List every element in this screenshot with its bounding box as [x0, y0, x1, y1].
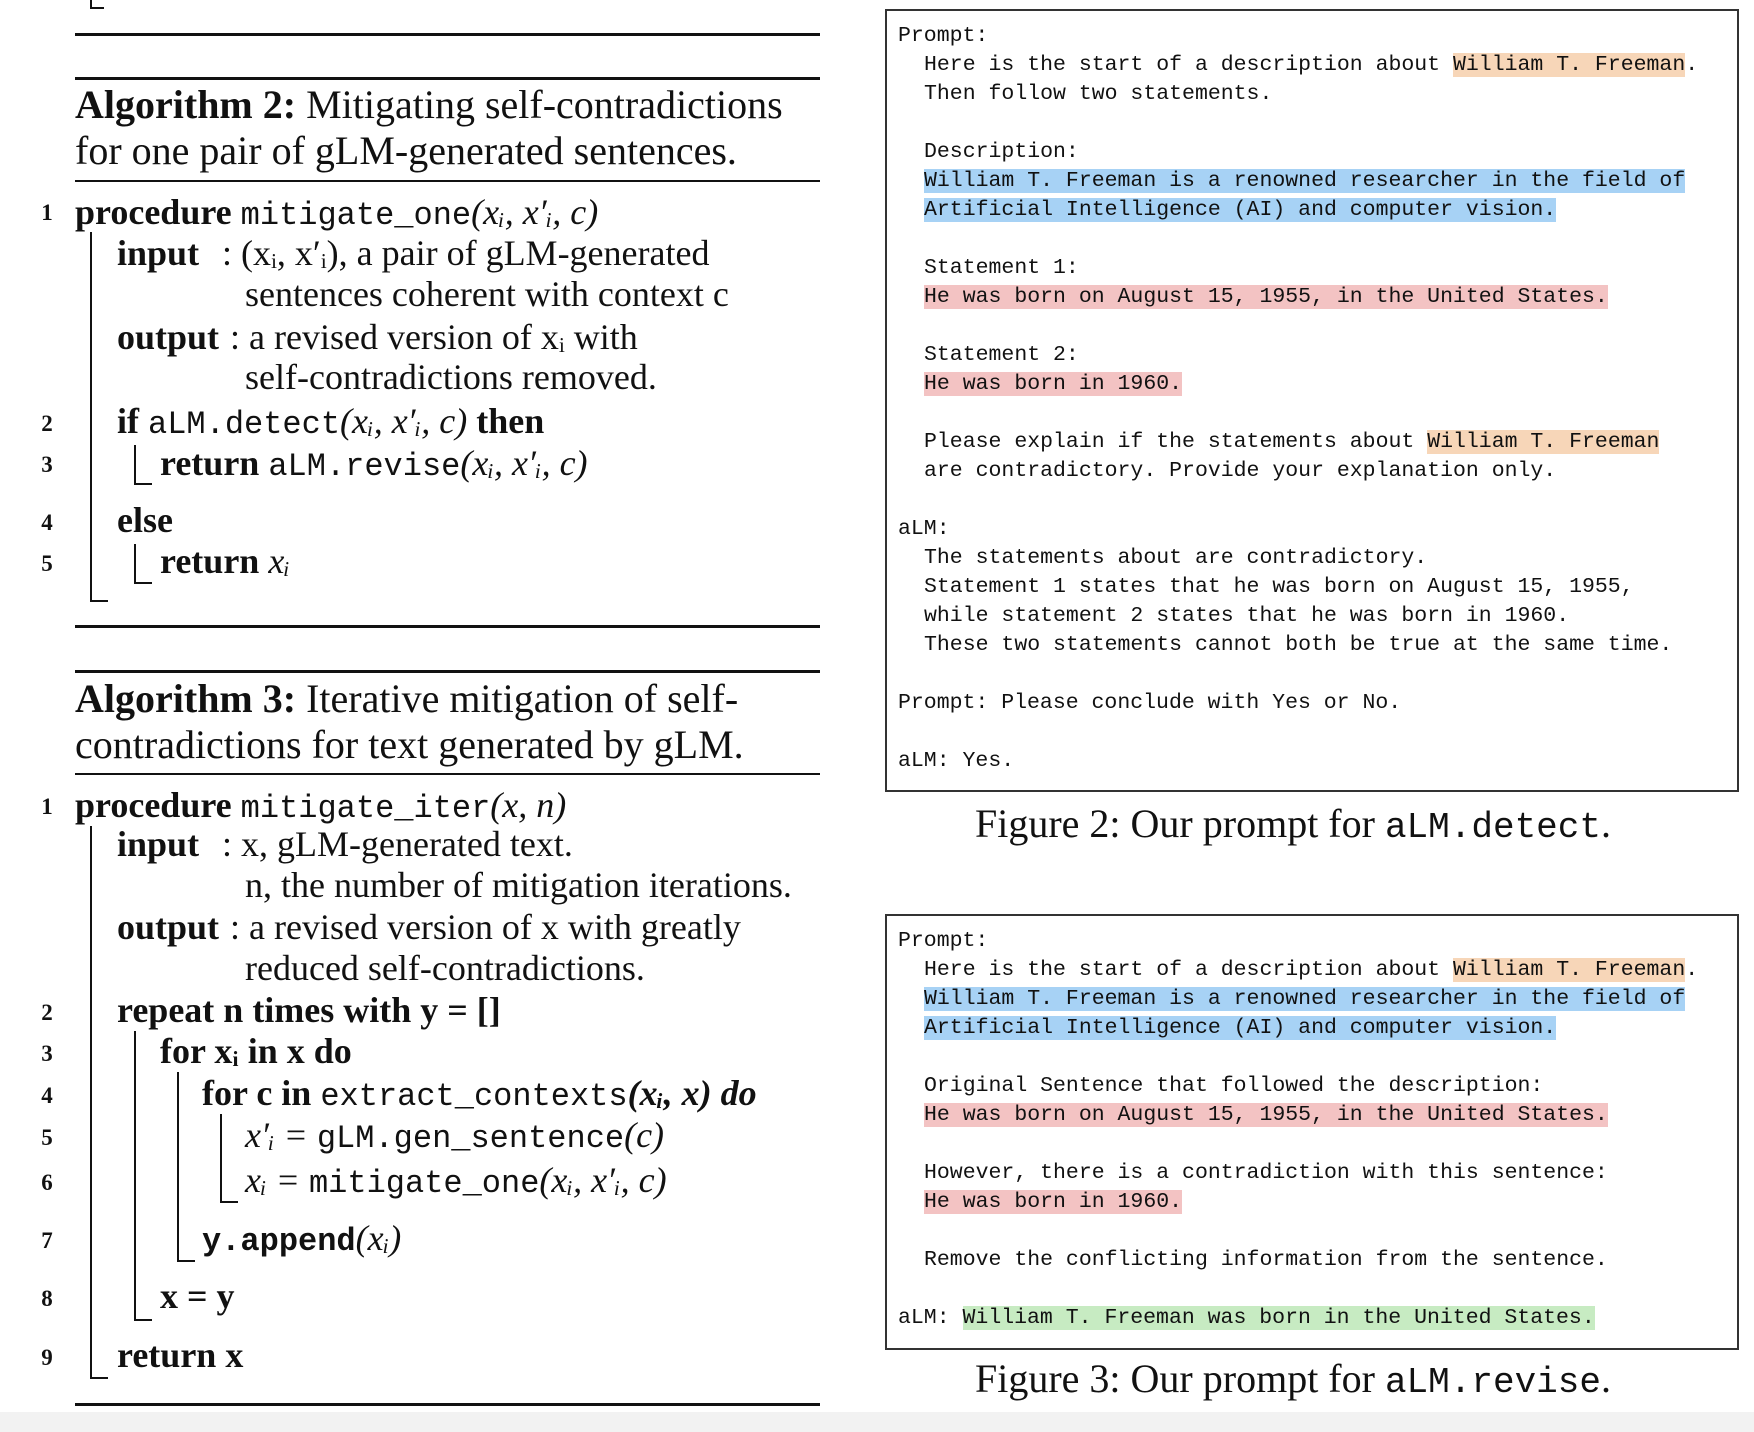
algo3-label: Algorithm 3:	[75, 676, 297, 721]
figure-2-caption	[975, 800, 1611, 848]
prev-algo-bottom-rule	[75, 33, 820, 36]
description-highlight: Artificial Intelligence (AI) and computer vision.	[924, 198, 1557, 222]
algo3-title-line1: Iterative mitigation of self-	[306, 676, 739, 721]
algo3-line8	[160, 1276, 235, 1316]
return-value: xᵢ	[268, 541, 291, 581]
algo3-title	[75, 676, 820, 768]
append-call: y.append	[202, 1223, 356, 1260]
contradiction-sentence	[924, 1188, 1182, 1217]
output-keyword: output	[117, 907, 220, 947]
algo2-title-line1: Mitigating self-contradictions	[306, 82, 783, 127]
algo2-input-line	[117, 233, 709, 273]
for2-bracket	[220, 1114, 222, 1203]
for2-args: (xᵢ, x) do	[627, 1073, 757, 1113]
description-line1	[924, 167, 1685, 196]
if-bracket-foot	[134, 483, 152, 485]
line-number: 5	[41, 551, 53, 576]
algo2-label: Algorithm 2:	[75, 82, 297, 127]
algo3-top-rule	[75, 670, 820, 673]
answer-line2: Statement 1 states that he was born on August 15, 1955,	[924, 575, 1634, 599]
algo3-for1-line	[160, 1031, 352, 1071]
answer-line4: These two statements cannot both be true at the same time.	[924, 633, 1673, 657]
statement-1	[924, 283, 1608, 312]
algo2-input-line2	[245, 274, 729, 314]
line-number: 6	[41, 1170, 53, 1195]
procedure-args: (x, n)	[490, 785, 567, 825]
description-line2	[924, 196, 1556, 225]
algo3-repeat-line	[117, 990, 501, 1030]
algo2-bottom-rule	[75, 625, 820, 628]
result-highlight: William T. Freeman was born in the United States.	[962, 1306, 1595, 1330]
procedure-keyword: procedure	[75, 785, 232, 825]
entity-highlight: William T. Freeman	[1453, 958, 1686, 982]
line-number: 4	[41, 510, 53, 535]
algo2-return-revise-line	[160, 443, 588, 487]
description-line1	[924, 985, 1685, 1014]
alm-label: aLM:	[898, 1306, 963, 1330]
algo2-top-rule	[75, 77, 820, 80]
for1-bracket	[177, 1072, 179, 1262]
caption-text: Figure 3: Our prompt for	[975, 1356, 1385, 1401]
for-keyword: for c in	[202, 1073, 312, 1113]
algo3-bottom-rule	[75, 1403, 820, 1406]
line-number: 9	[41, 1345, 53, 1370]
figure-3-caption	[975, 1355, 1611, 1403]
input-keyword: input	[117, 233, 200, 273]
caption-text: Figure 2: Our prompt for	[975, 801, 1385, 846]
algo3-title-line2: contradictions for text generated by gLM.	[75, 722, 744, 767]
prompt-label: Prompt:	[898, 929, 989, 953]
assign-statement: x = y	[160, 1276, 235, 1316]
l6-args: (xᵢ, x′ᵢ, c)	[539, 1160, 667, 1200]
for2-bracket-foot	[220, 1201, 238, 1203]
output-description-cont: self-contradictions removed.	[245, 357, 657, 397]
line-number: 1	[41, 200, 53, 225]
caption-code: aLM.detect	[1384, 807, 1601, 848]
line-number: 7	[41, 1228, 53, 1253]
algo3-output-line2	[245, 948, 645, 988]
procedure-name: mitigate_one	[240, 197, 472, 234]
description-highlight: William T. Freeman is a renowned researcher in the field of	[924, 987, 1686, 1011]
algo2-title-line2: for one pair of gLM-generated sentences.	[75, 128, 737, 173]
procedure-keyword: procedure	[75, 192, 232, 232]
algo3-output-line	[117, 907, 741, 947]
caption-period: .	[1601, 801, 1611, 846]
return-statement: return x	[117, 1335, 244, 1375]
line-number: 5	[41, 1125, 53, 1150]
line-number: 3	[41, 452, 53, 477]
final-answer: aLM: Yes.	[898, 749, 1015, 773]
line-number: 2	[41, 411, 53, 436]
statement-1-label: Statement 1:	[924, 256, 1079, 280]
if-keyword: if	[117, 401, 139, 441]
line-number: 8	[41, 1286, 53, 1311]
alm-label: aLM:	[898, 517, 950, 541]
return-keyword: return	[160, 443, 260, 483]
algo2-body-bracket-foot	[90, 600, 108, 602]
gen-sentence-call: gLM.gen_sentence	[316, 1120, 625, 1157]
answer-line1: The statements about are contradictory.	[924, 546, 1428, 570]
statement-2-label: Statement 2:	[924, 343, 1079, 367]
algo3-line5	[245, 1115, 664, 1159]
period: .	[1685, 53, 1699, 77]
conclude-prompt: Prompt: Please conclude with Yes or No.	[898, 691, 1402, 715]
input-keyword: input	[117, 824, 200, 864]
algo2-if-line	[117, 401, 544, 445]
question-line2: are contradictory. Provide your explanation only.	[924, 459, 1557, 483]
question-line1	[924, 428, 1659, 457]
caption-period: .	[1601, 1356, 1611, 1401]
contradiction-label: However, there is a contradiction with this sentence:	[924, 1161, 1608, 1185]
output-description: : a revised version of xᵢ with	[230, 317, 638, 357]
line-number: 2	[41, 1000, 53, 1025]
description-highlight: Artificial Intelligence (AI) and computer vision.	[924, 1016, 1557, 1040]
answer-line3: while statement 2 states that he was born in 1960.	[924, 604, 1570, 628]
algo2-output-line	[117, 317, 638, 357]
description-highlight: William T. Freeman is a renowned researcher in the field of	[924, 169, 1686, 193]
procedure-args: (xᵢ, x′ᵢ, c)	[471, 192, 599, 232]
input-description: : x, gLM-generated text.	[222, 824, 573, 864]
algo3-procedure-line	[75, 785, 566, 829]
input-description: : (xᵢ, x′ᵢ), a pair of gLM-generated	[222, 233, 710, 273]
else-keyword: else	[117, 500, 173, 540]
algo2-body-bracket	[90, 232, 92, 602]
question-text: Please explain if the statements about	[924, 430, 1428, 454]
l6-lhs: xᵢ =	[245, 1160, 300, 1200]
for-statement: for xᵢ in x do	[160, 1031, 352, 1071]
algo3-body-bracket	[90, 826, 92, 1379]
statement-highlight: He was born in 1960.	[924, 372, 1183, 396]
algo3-for2-line	[202, 1073, 757, 1117]
input-description-cont: sentences coherent with context c	[245, 274, 729, 314]
mitigate-one-call: mitigate_one	[308, 1165, 540, 1202]
prompt-text: Here is the start of a description about	[924, 958, 1453, 982]
statement-highlight: He was born in 1960.	[924, 1190, 1183, 1214]
algo2-procedure-line	[75, 192, 598, 236]
l5-args: (c)	[624, 1115, 665, 1155]
entity-highlight: William T. Freeman	[1453, 53, 1686, 77]
repeat-bracket	[134, 1031, 136, 1321]
output-keyword: output	[117, 317, 220, 357]
detect-call: aLM.detect	[148, 406, 341, 443]
detect-args: (xᵢ, x′ᵢ, c)	[340, 401, 468, 441]
algo2-output-line2	[245, 357, 657, 397]
caption-code: aLM.revise	[1384, 1362, 1601, 1403]
if-bracket	[134, 445, 136, 485]
output-description-cont: reduced self-contradictions.	[245, 948, 645, 988]
description-label: Description:	[924, 140, 1079, 164]
procedure-name: mitigate_iter	[240, 790, 491, 827]
return-keyword: return	[160, 541, 260, 581]
algo3-line9	[117, 1335, 243, 1375]
output-description: : a revised version of x with greatly	[230, 907, 741, 947]
then-keyword: then	[476, 401, 545, 441]
else-bracket-foot	[134, 582, 152, 584]
period: .	[1685, 958, 1699, 982]
algo3-title-rule	[75, 773, 820, 775]
for1-bracket-foot	[177, 1260, 195, 1262]
statement-highlight: He was born on August 15, 1955, in the United States.	[924, 285, 1608, 309]
prompt-line1	[924, 51, 1698, 80]
algo3-input-line2	[245, 865, 792, 905]
prompt-line1	[924, 956, 1698, 985]
algo3-line6	[245, 1160, 667, 1204]
repeat-statement: repeat n times with y = []	[117, 990, 501, 1030]
prompt-label: Prompt:	[898, 24, 989, 48]
revise-args: (xᵢ, x′ᵢ, c)	[460, 443, 588, 483]
original-label: Original Sentence that followed the description:	[924, 1074, 1544, 1098]
algo2-title	[75, 82, 820, 174]
input-description-cont: n, the number of mitigation iterations.	[245, 865, 792, 905]
prompt-text: Here is the start of a description about	[924, 53, 1453, 77]
else-bracket	[134, 544, 136, 584]
line-number: 1	[41, 794, 53, 819]
line-number: 3	[41, 1041, 53, 1066]
l7-args: (xᵢ)	[355, 1218, 402, 1258]
figure-2-prompt-box	[885, 9, 1739, 792]
extract-contexts-call: extract_contexts	[320, 1078, 628, 1115]
repeat-bracket-foot	[134, 1319, 152, 1321]
algo3-input-line	[117, 824, 573, 864]
line-number: 4	[41, 1083, 53, 1108]
alm-result-line	[898, 1304, 1595, 1333]
algo2-return-xi-line	[160, 541, 290, 581]
original-sentence	[924, 1101, 1608, 1130]
entity-highlight: William T. Freeman	[1427, 430, 1660, 454]
statement-highlight: He was born on August 15, 1955, in the United States.	[924, 1103, 1608, 1127]
description-line2	[924, 1014, 1556, 1043]
algo2-title-rule	[75, 180, 820, 182]
algo2-else-line	[117, 500, 173, 540]
prompt-line2: Then follow two statements.	[924, 82, 1273, 106]
revise-call: aLM.revise	[268, 448, 461, 485]
algo3-line7	[202, 1218, 401, 1262]
statement-2	[924, 370, 1182, 399]
page-bottom-edge	[0, 1412, 1754, 1432]
algo3-body-bracket-foot	[90, 1377, 108, 1379]
prev-algo-bracket-foot	[90, 7, 104, 9]
remove-instruction: Remove the conflicting information from the sentence.	[924, 1248, 1608, 1272]
l5-lhs: x′ᵢ =	[245, 1115, 308, 1155]
